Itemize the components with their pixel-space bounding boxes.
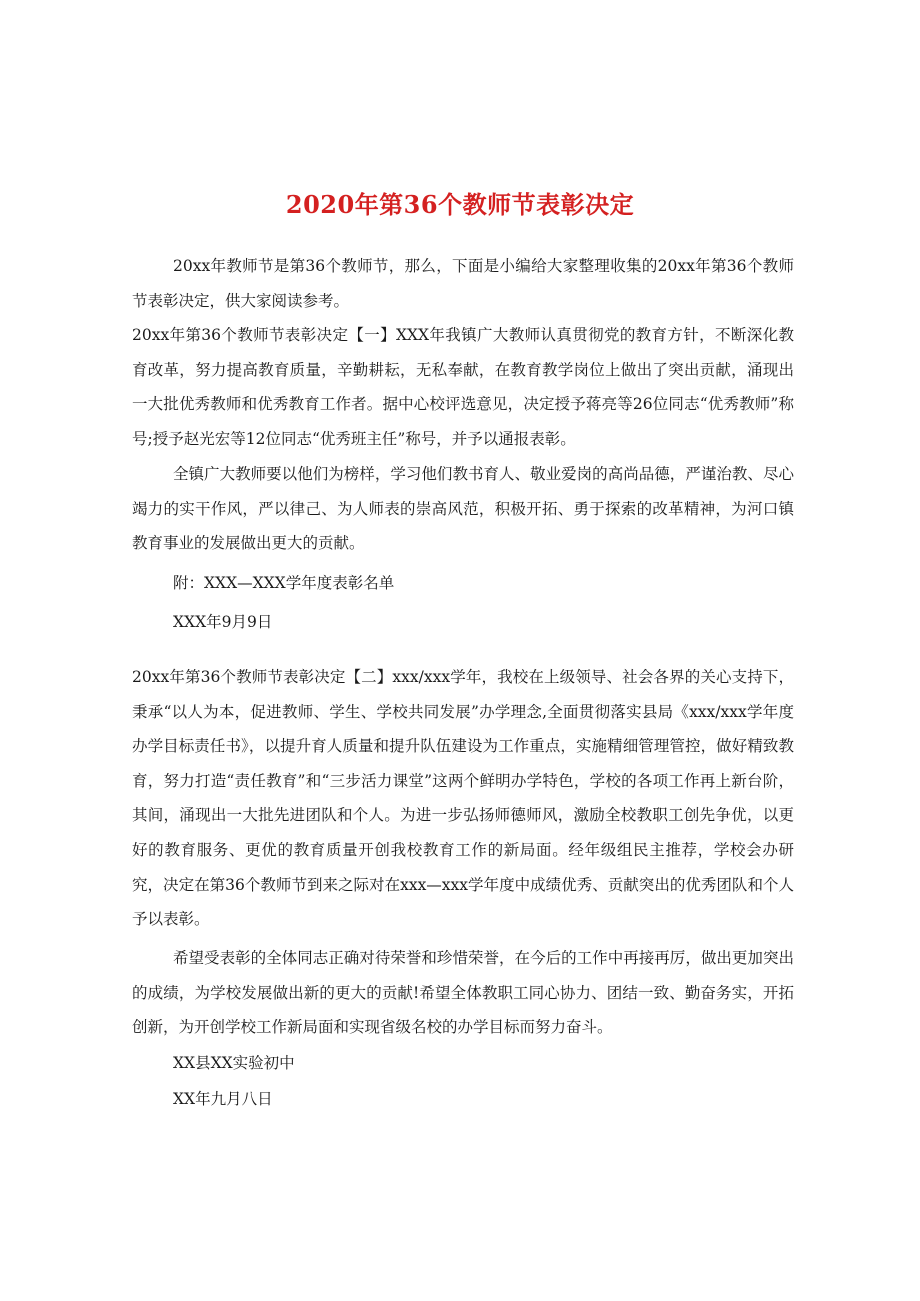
decision-one-paragraph: 20xx年第36个教师节表彰决定【一】XXX年我镇广大教师认真贯彻党的教育方针，不断深化教育改革，努力提高教育质量，辛勤耕耘，无私奉献，在教育教学岗位上做出了突出贡献，涌现出一大批优秀教师和优秀教育工作者。据中心校评选意见，决定授予蒋亮等26位同志“优秀教师”称号;授予赵光宏等12位同志“优秀班主任”称号，并予以通报表彰。 [132, 326, 794, 448]
document-title: 2020年第36个教师节表彰决定 [285, 190, 635, 220]
decision-two-encouragement-paragraph: 希望受表彰的全体同志正确对待荣誉和珍惜荣誉，在今后的工作中再接再厉，做出更加突出的成绩，为学校发展做出新的更大的贡献!希望全体教职工同心协力、团结一致、勤奋务实，开拓创新，为开创学校工作新局面和实现省级名校的办学目标而努力奋斗。 [132, 949, 794, 1037]
decision-two-date: XX年九月八日 [173, 1090, 273, 1108]
annex-line: 附：XXX—XXX学年度表彰名单 [173, 574, 395, 592]
decision-one-encouragement-paragraph: 全镇广大教师要以他们为榜样，学习他们教书育人、敬业爱岗的高尚品德，严谨治教、尽心竭力的实干作风，严以律己、为人师表的崇高风范，积极开拓、勇于探索的改革精神，为河口镇教育事业的发展做出更大的贡献。 [132, 465, 794, 553]
decision-two-paragraph: 20xx年第36个教师节表彰决定【二】xxx/xxx学年，我校在上级领导、社会各界的关心支持下，秉承“以人为本，促进教师、学生、学校共同发展”办学理念,全面贯彻落实县局《xxx/xxx学年度办学目标责任书》，以提升育人质量和提升队伍建设为工作重点，实施精细管理管控，做好精致教育，努力打造“责任教育”和“三步活力课堂”这两个鲜明办学特色，学校的各项工作再上新台阶，其间，涌现出一大批先进团队和个人。为进一步弘扬师德师风，激励全校教职工创先争优，以更好的教育服务、更优的教育质量开创我校教育工作的新局面。经年级组民主推荐，学校会办研究，决定在第36个教师节到来之际对在xxx—xxx学年度中成绩优秀、贡献突出的优秀团队和个人予以表彰。 [132, 668, 794, 929]
decision-one-date: XXX年9月9日 [173, 613, 273, 631]
intro-paragraph: 20xx年教师节是第36个教师节，那么，下面是小编给大家整理收集的20xx年第36个教师节表彰决定，供大家阅读参考。 [132, 257, 794, 310]
school-signature: XX县XX实验初中 [173, 1054, 295, 1072]
